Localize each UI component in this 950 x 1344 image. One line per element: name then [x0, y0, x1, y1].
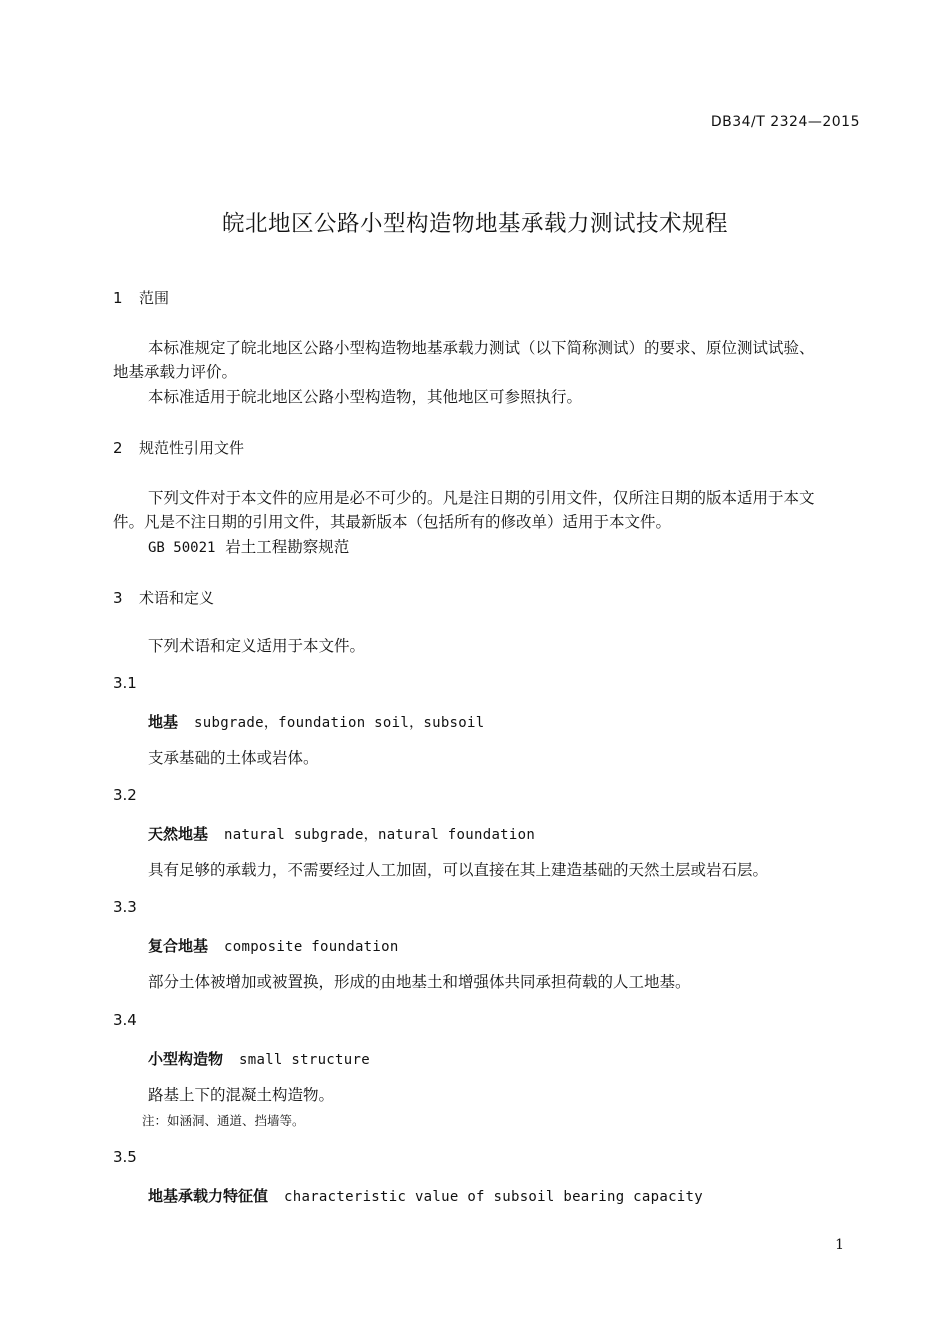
section-title: 范围 [139, 289, 170, 307]
reference-code: GB 50021 [148, 540, 216, 556]
standard-code: DB34/T 2324—2015 [710, 114, 860, 130]
term-note: 注：如涵洞、通道、挡墙等。 [142, 1113, 305, 1128]
term-en: composite foundation [224, 939, 399, 955]
term-definition: 部分土体被增加或被置换，形成的由地基土和增强体共同承担荷载的人工地基。 [148, 973, 691, 991]
section-number: 1 [113, 289, 123, 307]
term-definition: 具有足够的承载力，不需要经过人工加固，可以直接在其上建造基础的天然土层或岩石层。 [148, 861, 769, 879]
term-zh: 地基承载力特征值 [148, 1187, 269, 1205]
term-en: characteristic value of subsoil bearing capacity [284, 1189, 703, 1205]
term-heading [148, 711, 484, 732]
paragraph: 本标准适用于皖北地区公路小型构造物，其他地区可参照执行。 [148, 388, 583, 406]
term-number: 3.5 [113, 1148, 137, 1166]
term-definition: 路基上下的混凝土构造物。 [148, 1086, 335, 1104]
term-number: 3.2 [113, 786, 137, 804]
paragraph-line: 地基承载力评价。 [113, 363, 238, 381]
term-heading [148, 935, 399, 956]
paragraph-line: 下列文件对于本文件的应用是必不可少的。凡是注日期的引用文件，仅所注日期的版本适用于本文 [148, 489, 815, 507]
paragraph-line: 件。凡是不注日期的引用文件，其最新版本（包括所有的修改单）适用于本文件。 [113, 513, 672, 531]
section-title: 术语和定义 [139, 589, 215, 607]
section-number: 3 [113, 589, 123, 607]
term-zh: 天然地基 [148, 825, 209, 843]
term-zh: 复合地基 [148, 937, 209, 955]
term-zh: 小型构造物 [148, 1050, 224, 1068]
section-1-heading [113, 287, 169, 308]
section-3-heading [113, 587, 214, 608]
term-number: 3.4 [113, 1011, 137, 1029]
term-en: natural subgrade，natural foundation [224, 827, 536, 843]
section-title: 规范性引用文件 [139, 439, 245, 457]
term-definition: 支承基础的土体或岩体。 [148, 749, 319, 767]
section-2-heading [113, 437, 244, 458]
term-en: subgrade，foundation soil，subsoil [194, 715, 485, 731]
term-heading [148, 823, 535, 844]
term-number: 3.1 [113, 674, 137, 692]
reference-title: 岩土工程勘察规范 [225, 538, 350, 556]
term-heading [148, 1185, 703, 1206]
term-zh: 地基 [148, 713, 179, 731]
document-title: 皖北地区公路小型构造物地基承载力测试技术规程 [221, 211, 728, 237]
reference-entry [148, 535, 349, 561]
page-number: 1 [835, 1237, 844, 1253]
term-heading [148, 1048, 370, 1069]
term-en: small structure [239, 1052, 370, 1068]
paragraph-line: 本标准规定了皖北地区公路小型构造物地基承载力测试（以下简称测试）的要求、原位测试试验、 [148, 339, 815, 357]
term-number: 3.3 [113, 898, 137, 916]
section-number: 2 [113, 439, 123, 457]
paragraph: 下列术语和定义适用于本文件。 [148, 637, 366, 655]
